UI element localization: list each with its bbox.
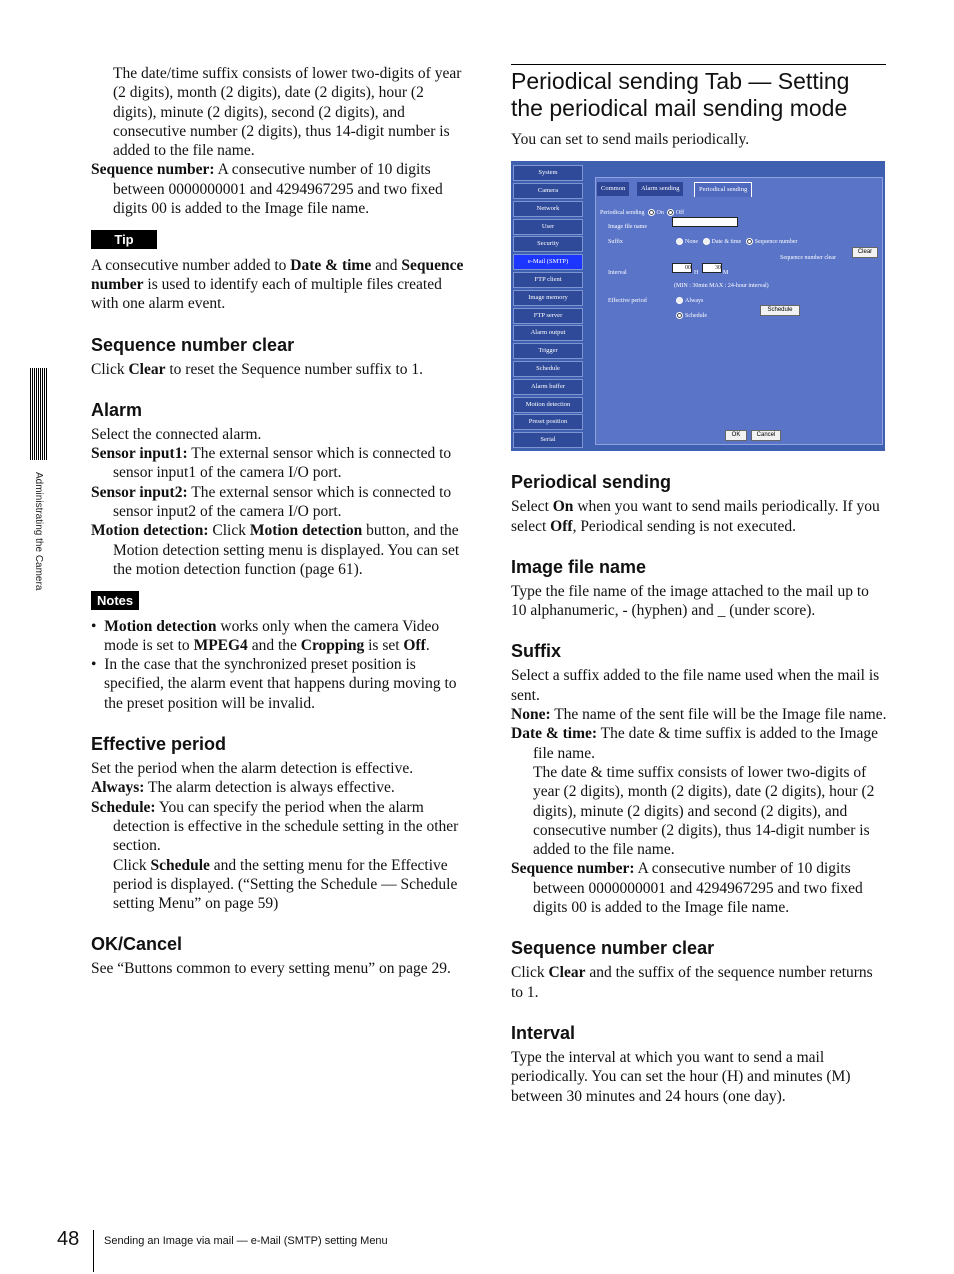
date-time-item bbox=[511, 724, 887, 763]
always-label: Always bbox=[685, 298, 704, 305]
term: Sequence number: bbox=[511, 860, 635, 878]
section-title: Periodical sending Tab — Setting the periodical mail sending mode bbox=[511, 68, 850, 121]
sensor-input2-item bbox=[91, 483, 466, 522]
minute-unit: M bbox=[723, 270, 729, 277]
seqclear-paragraph bbox=[511, 963, 887, 1002]
notes-list bbox=[91, 617, 466, 713]
text: Click bbox=[511, 964, 549, 982]
heading-suffix: Suffix bbox=[511, 641, 562, 662]
text: works only when the camera Video mode is set to bbox=[104, 617, 440, 654]
heading-effective-period: Effective period bbox=[91, 734, 227, 755]
definition: The external sensor which is connected to sensor input2 of the camera I/O port. bbox=[113, 483, 452, 521]
term: None: bbox=[511, 706, 551, 724]
tip-paragraph bbox=[91, 256, 466, 314]
clear-button[interactable]: Clear bbox=[852, 247, 878, 258]
off-radio[interactable] bbox=[667, 209, 674, 216]
term: Always: bbox=[91, 779, 145, 797]
text: and the bbox=[247, 636, 301, 654]
text: when you want to send mails periodically. If you select bbox=[511, 498, 880, 535]
interval-minute-input[interactable]: 30 bbox=[702, 263, 722, 273]
text: Cropping bbox=[300, 636, 365, 654]
cancel-button[interactable]: Cancel bbox=[751, 430, 781, 441]
text: is set bbox=[364, 636, 404, 654]
menu-nav bbox=[511, 161, 591, 451]
periodical-sending-paragraph bbox=[511, 497, 887, 536]
datetime-suffix-paragraph: The date/time suffix consists of lower two-digits of year (2 digits), month (2 digits), date (2 digits), hour (2 digits), minute (2 digits), second (2 digits), and consecutive number (2 digits), thus 14-digit number is added to the file name. bbox=[113, 65, 462, 160]
always-radio[interactable] bbox=[676, 297, 683, 304]
text: to reset the Sequence number suffix to 1. bbox=[165, 360, 424, 378]
notes-badge-wrap bbox=[91, 591, 466, 610]
text: Click bbox=[91, 360, 129, 378]
text: . bbox=[425, 636, 430, 654]
page-number: 48 bbox=[57, 1228, 80, 1250]
section-intro: You can set to send mails periodically. bbox=[511, 131, 750, 148]
tab-alarm-sending[interactable]: Alarm sending bbox=[637, 182, 683, 196]
none-item bbox=[511, 705, 887, 724]
heading-image-file-name: Image file name bbox=[511, 556, 647, 577]
note-item: • Motion detection works only when the camera Video mode is set to MPEG4 and the Cropping is set Off. bbox=[91, 617, 440, 654]
footer-text: Sending an Image via mail — e-Mail (SMTP) setting Menu bbox=[104, 1235, 388, 1247]
term: Date & time: bbox=[511, 725, 598, 743]
heading-interval: Interval bbox=[511, 1022, 576, 1043]
seq-clear-label: Sequence number clear bbox=[780, 255, 836, 262]
note-item: • In the case that the synchronized preset position is specified, the alarm event that happens during moving to the preset position will be invalid. bbox=[91, 656, 457, 712]
heading-sequence-number-clear: Sequence number clear bbox=[91, 334, 295, 355]
date-time-label: Date & time bbox=[711, 239, 742, 246]
definition: The date & time suffix is added to the Image file name. bbox=[533, 725, 879, 762]
motion-detection-item bbox=[91, 521, 466, 579]
hour-unit: H bbox=[694, 270, 699, 277]
text: Clear bbox=[128, 360, 166, 378]
sequence-number-radio[interactable] bbox=[746, 238, 753, 245]
side-tab-marker bbox=[30, 368, 47, 460]
nav-item-trigger[interactable]: Trigger bbox=[513, 343, 583, 359]
nav-item-user[interactable]: User bbox=[513, 219, 583, 235]
definition: A consecutive number of 10 digits between 0000000001 and 4294967295 and two fixed digits 00 is added to the Image file name. bbox=[533, 860, 863, 917]
definition: You can specify the period when the alarm detection is effective in the schedule setting in the other section. bbox=[113, 798, 459, 855]
image-file-name-paragraph: Type the file name of the image attached to the mail up to 10 alphanumeric, - (hyphen) and _ (under score). bbox=[511, 582, 869, 620]
interval-note: (MIN : 30min MAX : 24-hour interval) bbox=[674, 283, 769, 290]
effective-period-label: Effective period bbox=[608, 298, 647, 305]
sequence-number-label: Sequence number bbox=[754, 239, 798, 246]
nav-item-ftp-client[interactable]: FTP client bbox=[513, 272, 583, 288]
heading-ok-cancel: OK/Cancel bbox=[91, 934, 183, 955]
date-time-detail: The date & time suffix consists of lower two-digits of year (2 digits), month (2 digits), date (2 digits), hour (2 digits), minute (2 digits) and second (2 digits), and consecutive number (2 digits), thus 14-digit number is added to the file name. bbox=[533, 763, 875, 859]
none-label: None bbox=[685, 239, 698, 246]
term: Sequence number: bbox=[91, 161, 215, 179]
sequence-number-item bbox=[91, 160, 466, 218]
definition: A consecutive number of 10 digits between 0000000001 and 4294967295 and two fixed digits 00 is added to the Image file name. bbox=[113, 161, 443, 218]
schedule-click-paragraph bbox=[91, 856, 466, 914]
text: and the setting menu for the Effective period is displayed. (“Setting the Schedule — Schedule setting Menu” on page 59) bbox=[113, 856, 458, 913]
sensor-input1-item bbox=[91, 444, 466, 483]
text: Off bbox=[550, 517, 573, 535]
term: Schedule: bbox=[91, 798, 156, 816]
text: MPEG4 bbox=[193, 636, 248, 654]
nav-item-camera[interactable]: Camera bbox=[513, 183, 583, 199]
schedule-label: Schedule bbox=[685, 313, 707, 320]
periodical-label: Periodical sending bbox=[600, 210, 645, 217]
suffix-intro: Select a suffix added to the file name used when the mail is sent. bbox=[511, 667, 880, 704]
tab-common[interactable]: Common bbox=[597, 182, 629, 196]
alarm-intro: Select the connected alarm. bbox=[91, 425, 262, 443]
interval-paragraph: Type the interval at which you want to send a mail periodically. You can set the hour (H) and minutes (M) between 30 minutes and 24 hours (one day). bbox=[511, 1048, 851, 1105]
definition: The alarm detection is always effective. bbox=[144, 779, 395, 797]
text: Off bbox=[403, 636, 426, 654]
text: Sequence number bbox=[91, 256, 464, 293]
side-section-label: Administrating the Camera bbox=[33, 472, 44, 591]
nav-item-security[interactable]: Security bbox=[513, 236, 583, 252]
screenshot-frame bbox=[511, 161, 885, 451]
heading-sequence-number-clear: Sequence number clear bbox=[511, 938, 715, 959]
image-file-name-input[interactable] bbox=[672, 217, 738, 227]
notes-badge: Notes bbox=[91, 591, 139, 610]
nav-item-alarm-buffer[interactable]: Alarm buffer bbox=[513, 379, 583, 395]
seqclear-paragraph bbox=[91, 360, 466, 379]
tip-badge-wrap bbox=[91, 230, 466, 249]
term: Sensor input1: bbox=[91, 445, 188, 463]
footer-divider bbox=[93, 1230, 94, 1272]
heading-alarm: Alarm bbox=[91, 399, 143, 420]
schedule-item bbox=[91, 798, 466, 856]
text: Clear bbox=[548, 964, 586, 982]
nav-item-serial[interactable]: Serial bbox=[513, 432, 583, 448]
nav-item-alarm-output[interactable]: Alarm output bbox=[513, 325, 583, 341]
nav-item-e-mail-smtp[interactable]: e-Mail (SMTP) bbox=[513, 254, 583, 270]
ok-cancel-paragraph: See “Buttons common to every setting menu” on page 29. bbox=[91, 960, 451, 978]
text: , Periodical sending is not executed. bbox=[572, 517, 796, 535]
interval-label: Interval bbox=[608, 270, 627, 277]
nav-item-motion-detection[interactable]: Motion detection bbox=[513, 397, 583, 413]
nav-item-network[interactable]: Network bbox=[513, 201, 583, 217]
sequence-number-item bbox=[511, 859, 887, 917]
date-time-radio[interactable] bbox=[703, 238, 710, 245]
right-column bbox=[511, 64, 887, 1106]
schedule-option bbox=[676, 307, 707, 326]
ok-button[interactable]: OK bbox=[725, 430, 747, 441]
text: Click bbox=[208, 522, 250, 540]
text: and bbox=[371, 256, 402, 274]
image-file-name-label: Image file name bbox=[608, 224, 647, 231]
text: Motion detection bbox=[104, 617, 217, 635]
always-item bbox=[91, 778, 466, 797]
nav-item-ftp-server[interactable]: FTP server bbox=[513, 308, 583, 324]
left-column bbox=[91, 64, 466, 979]
text: Select bbox=[511, 498, 553, 516]
effective-intro: Set the period when the alarm detection is effective. bbox=[91, 760, 414, 778]
term: Motion detection: bbox=[91, 522, 209, 540]
text: On bbox=[552, 498, 574, 516]
settings-screenshot bbox=[511, 161, 887, 451]
text: A consecutive number added to bbox=[91, 256, 291, 274]
text: Click bbox=[113, 856, 151, 874]
text: button, and the Motion detection setting menu is displayed. You can set the motion detection function (page 61). bbox=[113, 522, 460, 578]
on-radio[interactable] bbox=[648, 209, 655, 216]
term: Sensor input2: bbox=[91, 483, 188, 501]
off-label: Off bbox=[675, 210, 685, 217]
text: Schedule bbox=[150, 856, 210, 874]
definition: The name of the sent file will be the Image file name. bbox=[550, 706, 887, 724]
schedule-radio[interactable] bbox=[676, 312, 683, 319]
tab-periodical-sending[interactable]: Periodical sending bbox=[694, 182, 752, 197]
nav-item-schedule[interactable]: Schedule bbox=[513, 361, 583, 377]
nav-item-system[interactable]: System bbox=[513, 165, 583, 181]
tip-badge: Tip bbox=[91, 230, 157, 249]
section-title-rule bbox=[511, 64, 886, 122]
text: In the case that the synchronized preset position is specified, the alarm event that happens during moving to the preset position will be invalid. bbox=[104, 656, 457, 712]
definition: The external sensor which is connected to sensor input1 of the camera I/O port. bbox=[113, 445, 452, 482]
nav-item-image-memory[interactable]: Image memory bbox=[513, 290, 583, 306]
text: Date & time bbox=[290, 256, 372, 274]
none-radio[interactable] bbox=[676, 238, 683, 245]
nav-item-preset-position[interactable]: Preset position bbox=[513, 414, 583, 430]
suffix-label: Suffix bbox=[608, 239, 623, 246]
text: and the suffix of the sequence number returns to 1. bbox=[511, 964, 873, 1001]
settings-panel bbox=[595, 177, 883, 445]
schedule-button[interactable]: Schedule bbox=[760, 305, 800, 316]
text: Motion detection bbox=[249, 522, 363, 540]
heading-periodical-sending: Periodical sending bbox=[511, 472, 672, 493]
interval-hour-input[interactable]: 00 bbox=[672, 263, 692, 273]
on-label: On bbox=[656, 210, 664, 217]
text: is used to identify each of multiple files created with one alarm event. bbox=[91, 275, 442, 313]
